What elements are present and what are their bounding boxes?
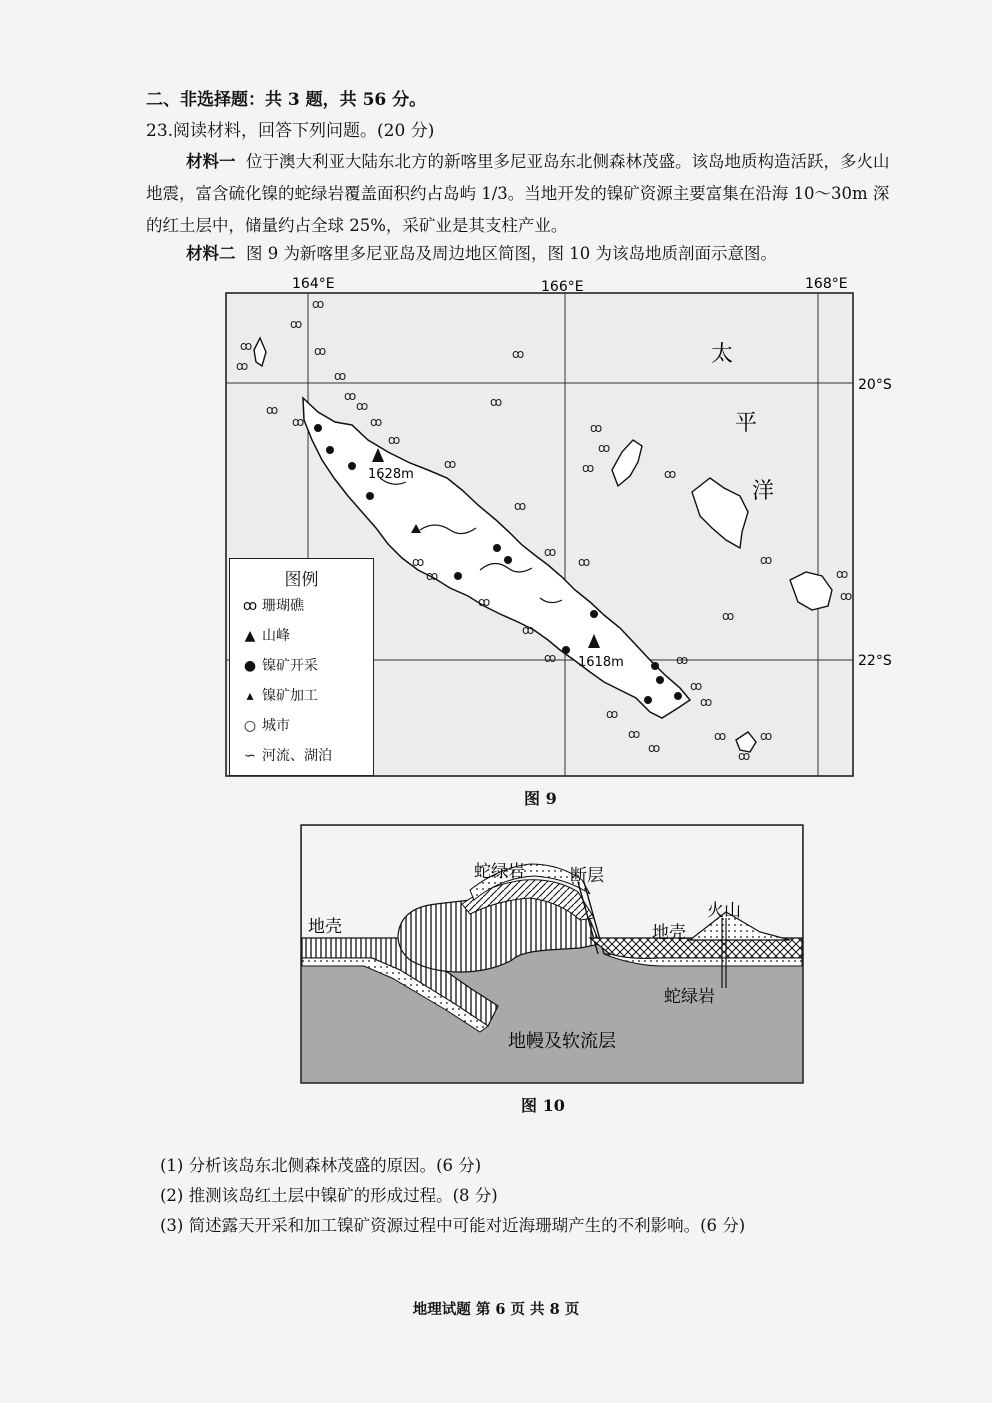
- svg-text:ꝏ: ꝏ: [700, 695, 713, 709]
- svg-text:ꝏ: ꝏ: [334, 369, 347, 383]
- legend-title: 图例: [284, 570, 319, 590]
- label-fault: 断层: [570, 866, 604, 886]
- coral-reef-icon: ꝏ: [242, 598, 258, 614]
- river-lake-icon: ∽: [244, 748, 256, 764]
- svg-text:ꝏ: ꝏ: [664, 467, 677, 481]
- question-3: (3) 简述露天开采和加工镍矿资源过程中可能对近海珊瑚产生的不利影响。(6 分): [160, 1216, 746, 1235]
- map-legend: [229, 558, 374, 776]
- svg-text:ꝏ: ꝏ: [836, 567, 849, 581]
- legend-item-nickel-processing: ▴ 镍矿加工: [242, 685, 318, 705]
- svg-text:ꝏ: ꝏ: [388, 433, 401, 447]
- svg-text:ꝏ: ꝏ: [760, 553, 773, 567]
- svg-text:ꝏ: ꝏ: [690, 679, 703, 693]
- svg-text:ꝏ: ꝏ: [522, 623, 535, 637]
- svg-text:ꝏ: ꝏ: [370, 415, 383, 429]
- material-2-text: 图 9 为新喀里多尼亚岛及周边地区简图，图 10 为该岛地质剖面示意图。: [246, 244, 777, 263]
- label-mantle: 地幔及软流层: [508, 1031, 616, 1052]
- svg-text:ꝏ: ꝏ: [628, 727, 641, 741]
- svg-text:ꝏ: ꝏ: [292, 415, 305, 429]
- svg-text:ꝏ: ꝏ: [426, 569, 439, 583]
- svg-text:ꝏ: ꝏ: [606, 707, 619, 721]
- svg-text:ꝏ: ꝏ: [490, 395, 503, 409]
- figure10-caption: 图 10: [521, 1096, 565, 1115]
- ocean-label-2: 平: [735, 411, 758, 436]
- svg-text:ꝏ: ꝏ: [578, 555, 591, 569]
- svg-text:ꝏ: ꝏ: [412, 555, 425, 569]
- svg-text:ꝏ: ꝏ: [290, 317, 303, 331]
- legend-item-river-lake: ∽ 河流、湖泊: [242, 745, 332, 765]
- svg-text:ꝏ: ꝏ: [240, 339, 253, 353]
- nickel-mining-icon: ●: [243, 658, 257, 674]
- figure10-section: [0, 820, 992, 1090]
- peak-icon: ▲: [244, 628, 256, 644]
- svg-text:ꝏ: ꝏ: [544, 545, 557, 559]
- svg-text:ꝏ: ꝏ: [312, 297, 325, 311]
- svg-text:ꝏ: ꝏ: [760, 729, 773, 743]
- label-ophiolite-top: 蛇绿岩: [474, 862, 525, 882]
- lon-label-166: 166°E: [541, 279, 584, 295]
- svg-text:ꝏ: ꝏ: [514, 499, 527, 513]
- ocean-label-1: 太: [711, 342, 734, 367]
- question-header: 23.阅读材料，回答下列问题。(20 分): [146, 121, 435, 141]
- svg-text:ꝏ: ꝏ: [840, 589, 853, 603]
- legend-item-city: ○ 城市: [243, 718, 290, 734]
- city-icon: ○: [243, 718, 257, 734]
- label-crust-right: 地壳: [652, 923, 686, 943]
- svg-text:ꝏ: ꝏ: [544, 651, 557, 665]
- svg-text:ꝏ: ꝏ: [582, 461, 595, 475]
- svg-text:ꝏ: ꝏ: [314, 344, 327, 358]
- lon-label-168: 168°E: [805, 276, 848, 292]
- label-volcano: 火山: [707, 901, 741, 921]
- svg-text:ꝏ: ꝏ: [478, 595, 491, 609]
- material-1-text: 位于澳大利亚大陆东北方的新喀里多尼亚岛东北侧森林茂盛。该岛地质构造活跃，多火山地震，富含硫化镍的蛇绿岩覆盖面积约占岛屿 1/3。当地开发的镍矿资源主要富集在沿海 10～30m 深的红土层中，储量约占全球 25%，采矿业是其支柱产业。: [146, 152, 890, 235]
- svg-text:ꝏ: ꝏ: [344, 389, 357, 403]
- material-1-label: 材料一: [186, 152, 236, 171]
- legend-item-peak: ▲ 山峰: [242, 625, 290, 645]
- question-1: (1) 分析该岛东北侧森林茂盛的原因。(6 分): [160, 1156, 482, 1175]
- svg-text:ꝏ: ꝏ: [714, 729, 727, 743]
- figure9-caption: 图 9: [524, 789, 557, 808]
- material-2-label: 材料二: [186, 244, 236, 263]
- svg-text:ꝏ: ꝏ: [266, 403, 279, 417]
- label-ophiolite-bottom: 蛇绿岩: [664, 987, 715, 1007]
- legend-item-nickel-mining: ● 镍矿开采: [243, 658, 318, 674]
- lat-label-22: 22°S: [858, 653, 892, 669]
- svg-text:ꝏ: ꝏ: [444, 457, 457, 471]
- peak-label-1628: 1628m: [368, 467, 414, 482]
- label-crust-left: 地壳: [308, 917, 342, 937]
- lat-label-20: 20°S: [858, 377, 892, 393]
- svg-text:ꝏ: ꝏ: [598, 441, 611, 455]
- svg-text:ꝏ: ꝏ: [722, 609, 735, 623]
- question-2: (2) 推测该岛红土层中镍矿的形成过程。(8 分): [160, 1186, 498, 1205]
- ocean-label-3: 洋: [752, 479, 775, 504]
- section-header: 二、非选择题：共 3 题，共 56 分。: [146, 90, 427, 110]
- svg-text:ꝏ: ꝏ: [738, 749, 751, 763]
- lon-label-164: 164°E: [292, 276, 335, 292]
- svg-text:ꝏ: ꝏ: [236, 359, 249, 373]
- legend-item-coral-reef: ꝏ 珊瑚礁: [242, 598, 304, 614]
- peak-label-1618: 1618m: [578, 655, 624, 670]
- svg-text:ꝏ: ꝏ: [676, 653, 689, 667]
- nickel-processing-icon: ▴: [246, 688, 254, 704]
- svg-text:ꝏ: ꝏ: [590, 421, 603, 435]
- page-footer: 地理试题 第 6 页 共 8 页: [412, 1301, 580, 1318]
- svg-text:ꝏ: ꝏ: [356, 399, 369, 413]
- svg-text:ꝏ: ꝏ: [648, 741, 661, 755]
- svg-text:ꝏ: ꝏ: [512, 347, 525, 361]
